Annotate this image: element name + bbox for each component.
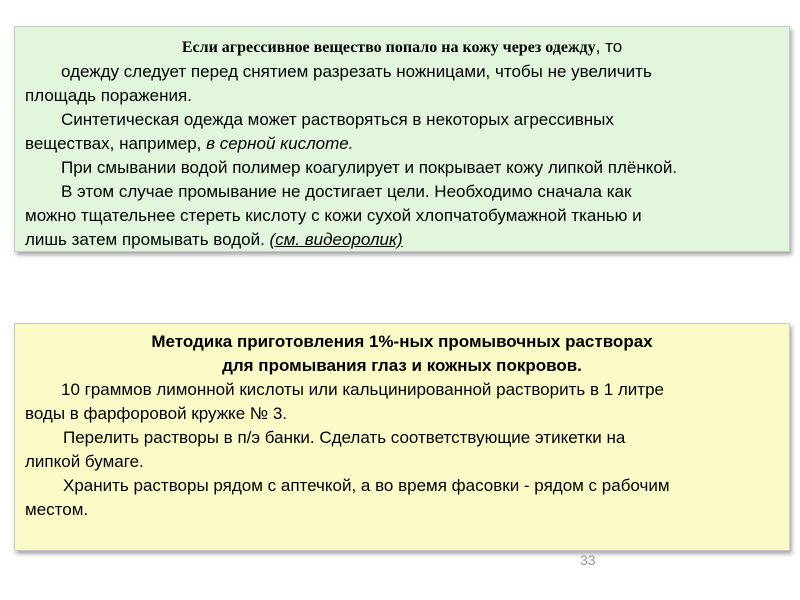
paragraph-text: веществах, например,	[25, 134, 207, 153]
paragraph-line: Синтетическая одежда может растворяться в некоторых агрессивных	[61, 110, 614, 129]
paragraph-line: местом.	[25, 500, 89, 519]
method-title-line: Методика приготовления 1%-ных промывочных растворах	[151, 332, 653, 351]
clothing-exposure-box	[14, 26, 790, 252]
paragraph-line	[25, 228, 779, 252]
sulfuric-acid-text: в серной кислоте.	[206, 134, 354, 153]
paragraph-line: В этом случае промывание не достигает цели. Необходимо сначала как	[61, 182, 632, 201]
paragraph-line: липкой бумаге.	[25, 452, 144, 471]
page-number: 33	[580, 552, 596, 568]
paragraph-line: 10 граммов лимонной кислоты или кальцинированной растворить в 1 литре	[61, 380, 664, 399]
paragraph-line: воды в фарфоровой кружке № 3.	[25, 404, 288, 423]
heading-rest-text: , то	[595, 37, 623, 56]
paragraph-line: площадь поражения.	[25, 86, 192, 105]
video-link[interactable]: (см. видеоролик)	[269, 230, 403, 249]
heading-bold-text: Если агрессивное вещество попало на кожу через одежду	[181, 39, 596, 56]
paragraph-line: Хранить растворы рядом с аптечкой, а во время фасовки - рядом с рабочим	[63, 476, 670, 495]
heading-line	[25, 35, 779, 60]
paragraph-line: одежду следует перед снятием разрезать ножницами, чтобы не увеличить	[61, 62, 652, 81]
method-title-line: для промывания глаз и кожных покровов.	[222, 356, 582, 375]
paragraph-line: При смывании водой полимер коагулирует и покрывает кожу липкой плёнкой.	[61, 158, 678, 177]
paragraph-line: можно тщательнее стереть кислоту с кожи сухой хлопчатобумажной тканью и	[25, 206, 642, 225]
paragraph-line: Перелить растворы в п/э банки. Сделать соответствующие этикетки на	[63, 428, 626, 447]
paragraph-text: лишь затем промывать водой.	[25, 230, 270, 249]
wash-solution-method-box	[14, 323, 790, 551]
paragraph-line	[25, 132, 779, 156]
